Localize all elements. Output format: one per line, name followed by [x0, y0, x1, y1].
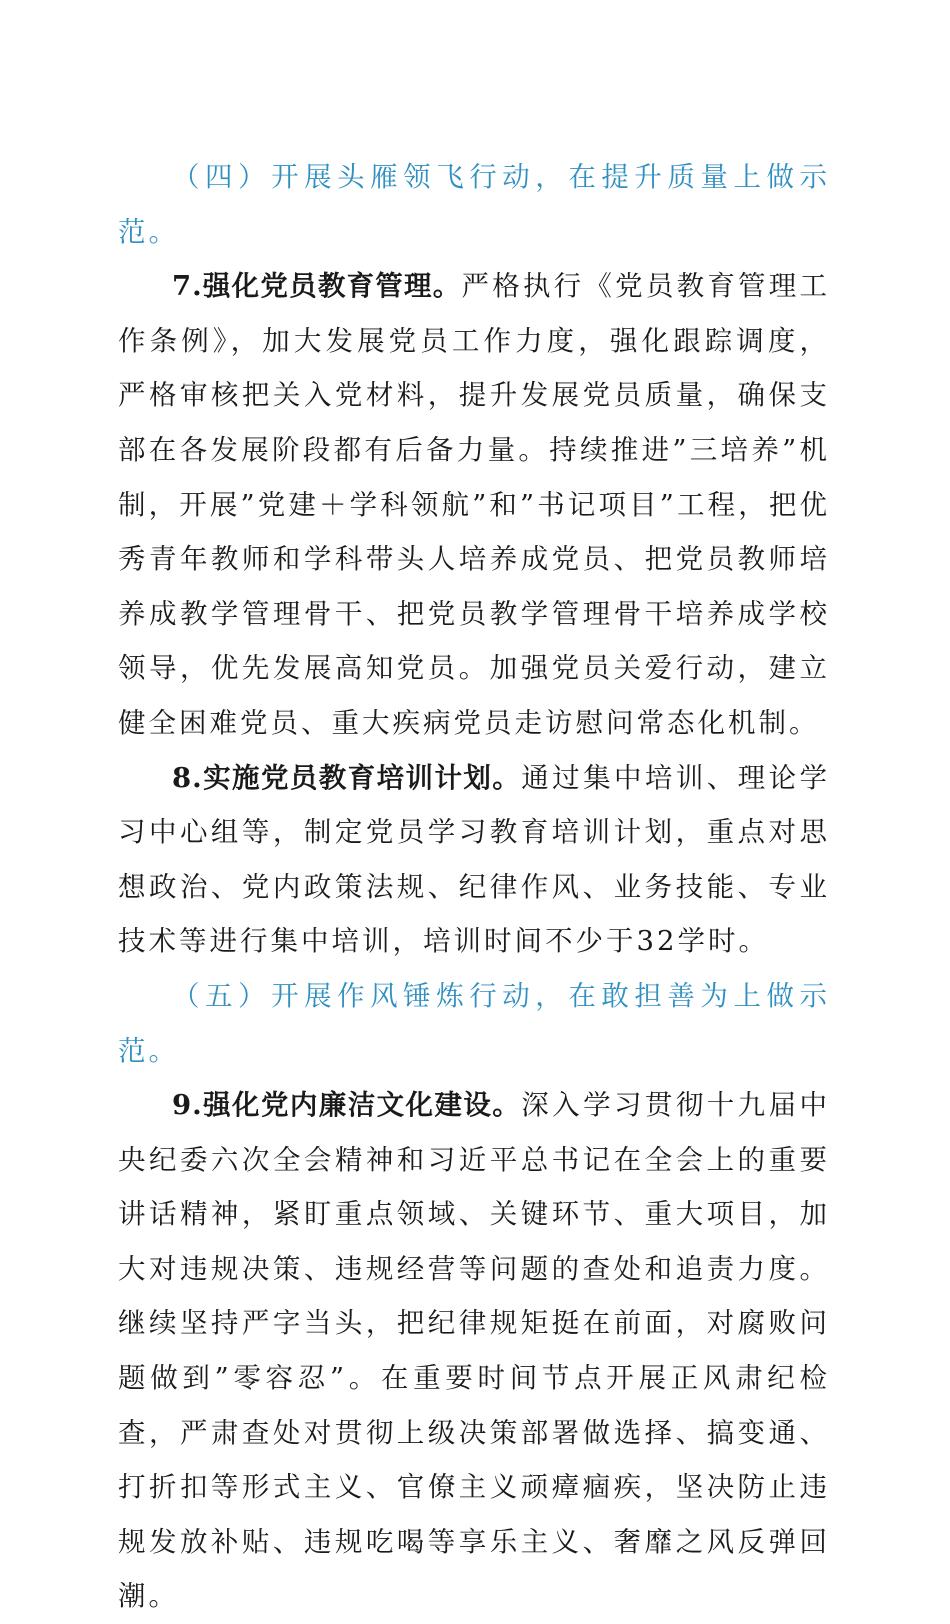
document-body: [118, 150, 830, 1624]
item-7-text: 严格执行《党员教育管理工作条例》，加大发展党员工作力度，强化跟踪调度，严格审核把关入党材料，提升发展党员质量，确保支部在各发展阶段都有后备力量。持续推进”三培养”机制，开展”党建＋学科领航”和”书记项目”工程，把优秀青年教师和学科带头人培养成党员、把党员教师培养成教学管理骨干、把党员教学管理骨干培养成学校领导，优先发展高知党员。加强党员关爱行动，建立健全困难党员、重大疾病党员走访慰问常态化机制。: [118, 270, 831, 739]
item-9-paragraph: [118, 1078, 830, 1624]
item-9-text: 深入学习贯彻十九届中央纪委六次全会精神和习近平总书记在全会上的重要讲话精神，紧盯重点领域、关键环节、重大项目，加大对违规决策、违规经营等问题的查处和追责力度。继续坚持严字当头，把纪律规矩挺在前面，对腐败问题做到”零容忍”。在重要时间节点开展正风肃纪检查，严肃查处对贯彻上级决策部署做选择、搞变通、打折扣等形式主义、官僚主义顽瘴痼疾，坚决防止违规发放补贴、违规吃喝等享乐主义、奢靡之风反弹回潮。: [118, 1089, 830, 1613]
item-7-paragraph: [118, 259, 830, 750]
item-7-lead: 7.强化党员教育管理。: [172, 270, 462, 303]
section-heading-5: （五）开展作风锤炼行动，在敢担善为上做示范。: [118, 979, 830, 1067]
section-heading-4: （四）开展头雁领飞行动，在提升质量上做示范。: [118, 161, 830, 248]
item-8-paragraph: [118, 751, 830, 969]
item-8-lead: 8.实施党员教育培训计划。: [172, 761, 522, 794]
item-8-text: 通过集中培训、理论学习中心组等，制定党员学习教育培训计划，重点对思想政治、党内政策法规、纪律作风、业务技能、专业技术等进行集中培训，培训时间不少于32学时。: [118, 761, 830, 958]
item-9-lead: 9.强化党内廉洁文化建设。: [172, 1089, 522, 1122]
